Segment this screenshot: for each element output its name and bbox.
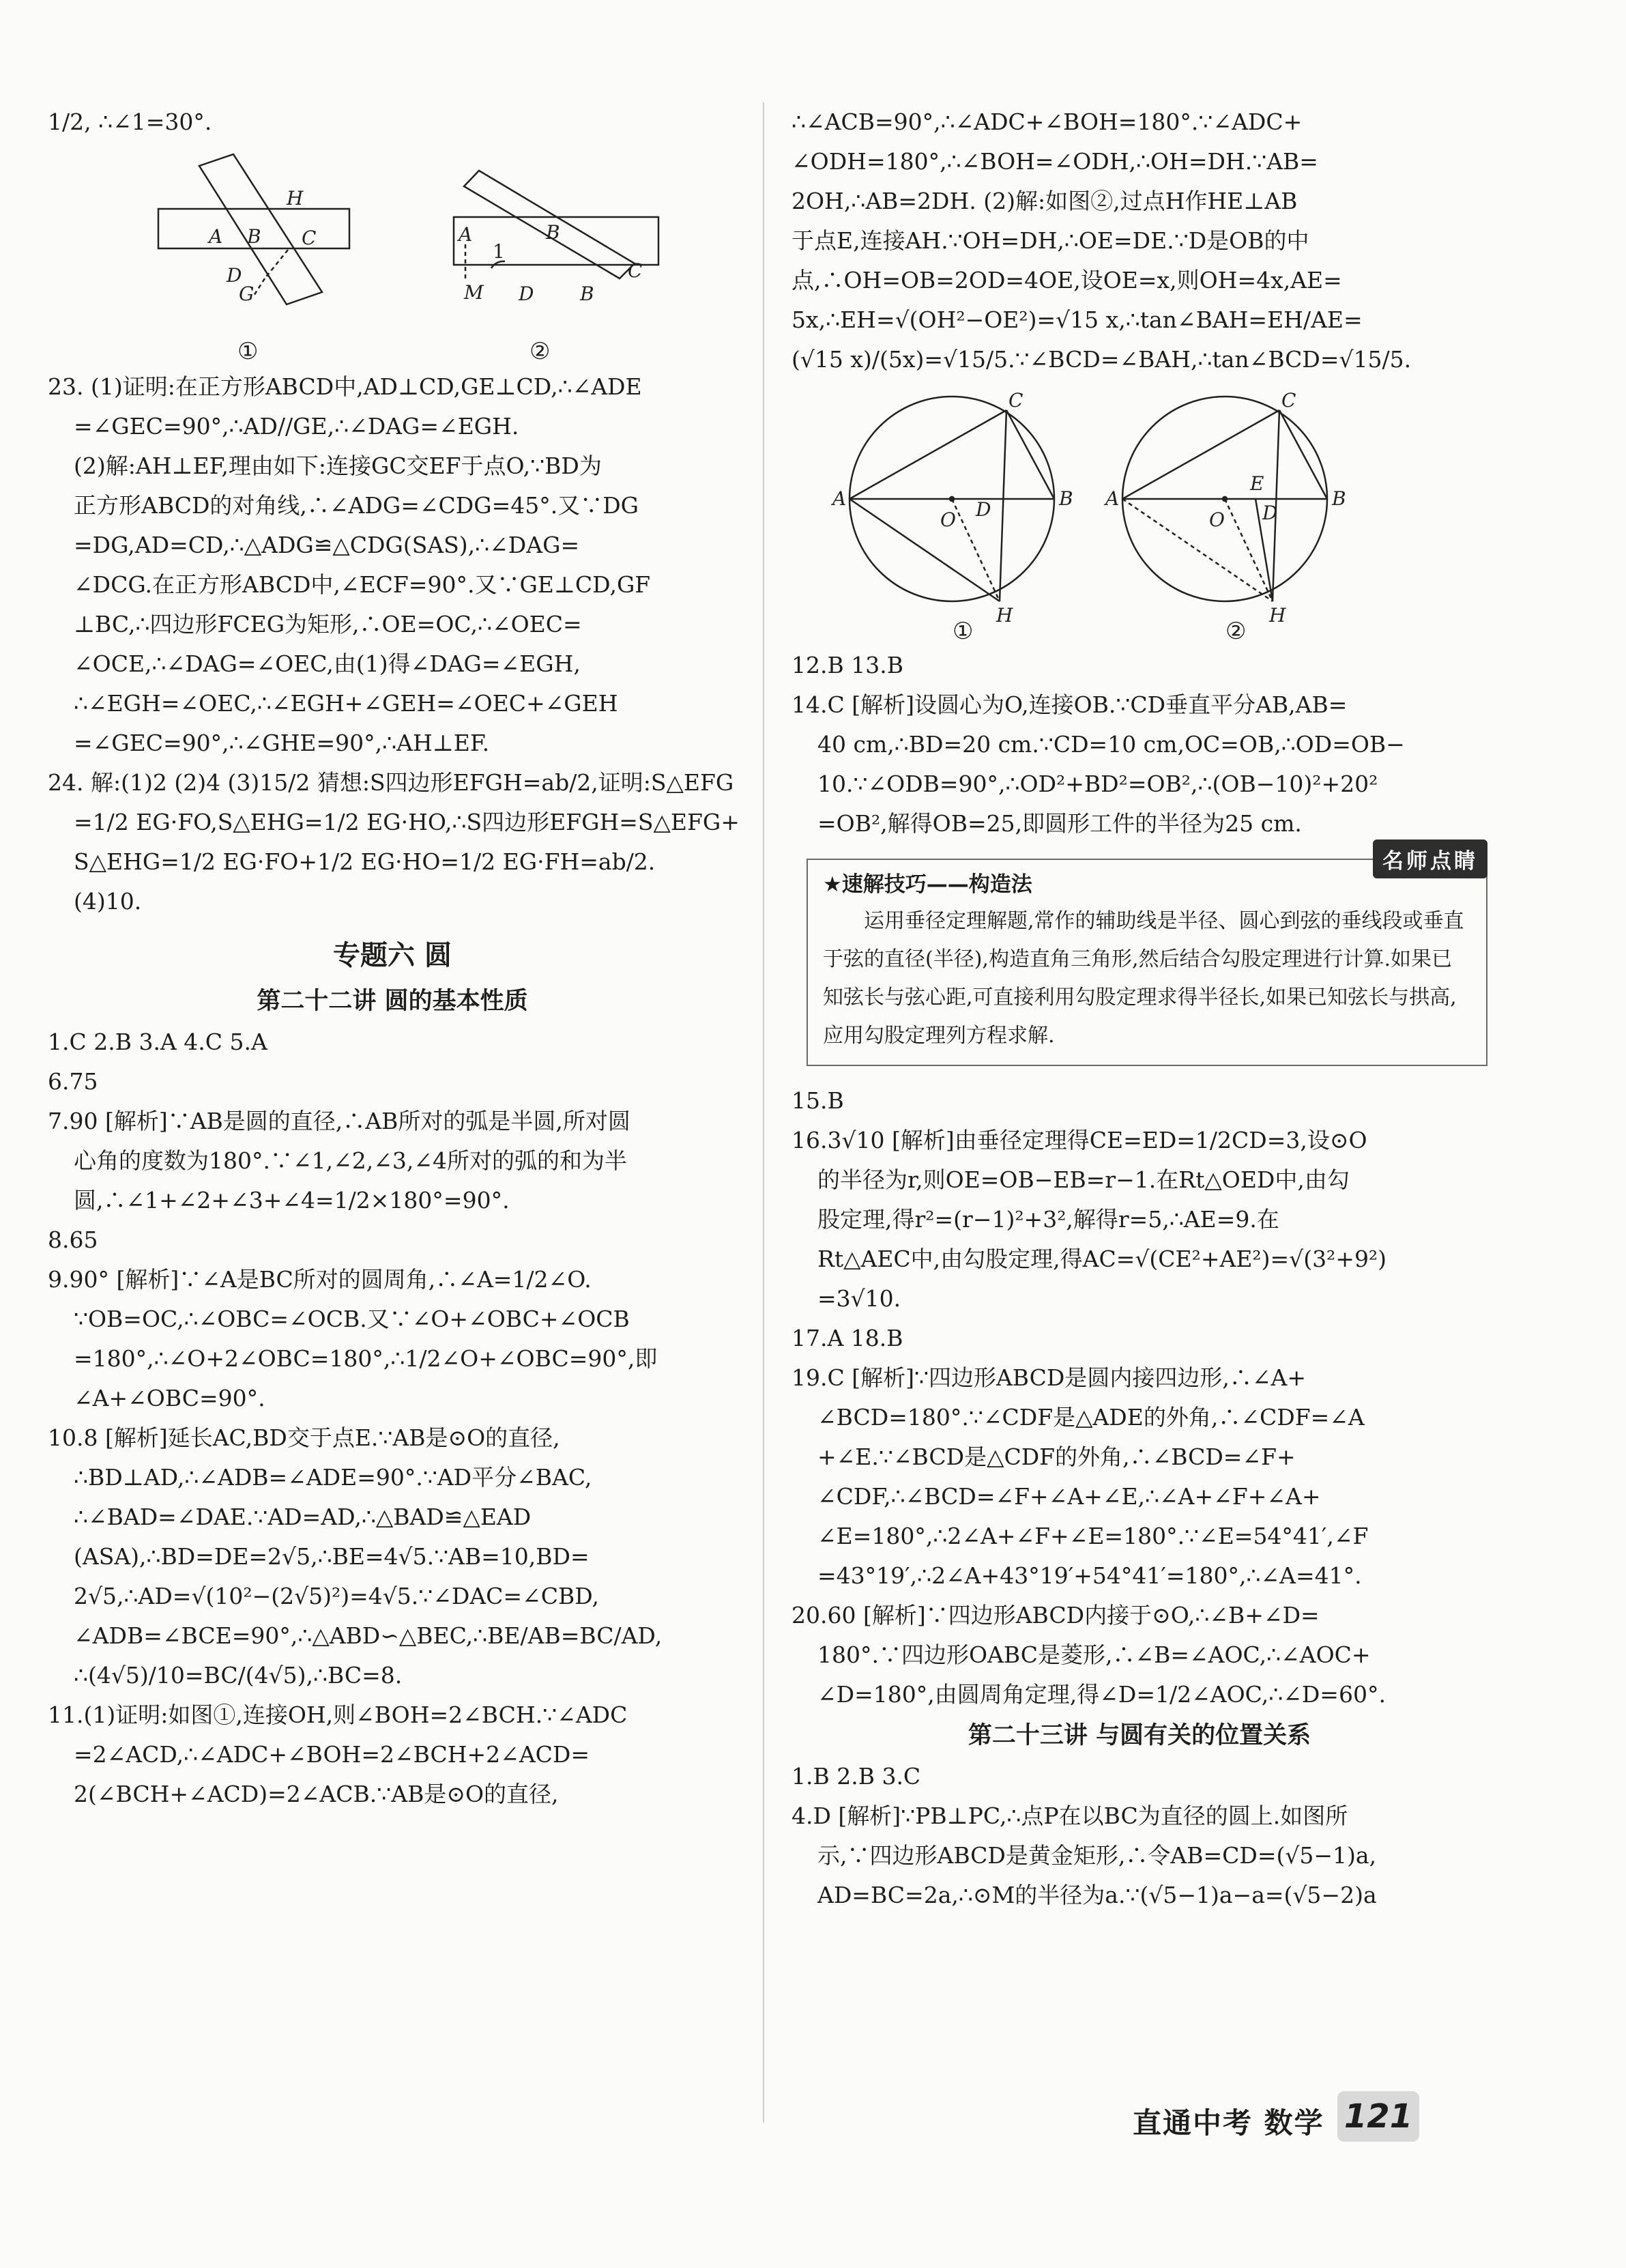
text-line: =43°19′,∴2∠A+43°19′+54°41′=180°,∴∠A=41°. <box>817 1562 1362 1589</box>
circ2-label-A: A <box>1105 487 1120 510</box>
column-divider <box>763 102 764 2123</box>
text-line: ∴∠ACB=90°,∴∠ADC+∠BOH=180°.∵∠ADC+ <box>792 109 1303 135</box>
fig1-label-D: D <box>227 264 242 287</box>
text-line: (4)10. <box>74 888 142 915</box>
fig2-label-B2: B <box>580 283 594 305</box>
text-line: 10.8 [解析]延长AC,BD交于点E.∵AB是⊙O的直径, <box>48 1424 560 1451</box>
text-line: 23. (1)证明:在正方形ABCD中,AD⊥CD,GE⊥CD,∴∠ADE <box>48 373 642 400</box>
fig2-caption: ② <box>529 338 551 365</box>
circ2-label-H: H <box>1269 604 1286 627</box>
text-line: 40 cm,∴BD=20 cm.∵CD=10 cm,OC=OB,∴OD=OB− <box>817 731 1405 758</box>
text-line: 19.C [解析]∵四边形ABCD是圆内接四边形,∴∠A+ <box>792 1364 1306 1391</box>
text-line: 心角的度数为180°.∵∠1,∠2,∠3,∠4所对的弧的和为半 <box>74 1147 628 1174</box>
text-line: 12.B 13.B <box>792 652 903 678</box>
text-line: 点,∴OH=OB=2OD=4OE,设OE=x,则OH=4x,AE= <box>792 267 1342 293</box>
text-line: ∠BCD=180°.∵∠CDF是△ADE的外角,∴∠CDF=∠A <box>817 1404 1365 1431</box>
circ1-label-B: B <box>1059 487 1073 510</box>
text-line: 的半径为r,则OE=OB−EB=r−1.在Rt△OED中,由勾 <box>817 1166 1350 1193</box>
text-line: =∠GEC=90°,∴∠GHE=90°,∴AH⊥EF. <box>74 730 490 756</box>
circ2-label-E: E <box>1250 472 1264 495</box>
text-line: 15.B <box>792 1087 844 1114</box>
text-line: 9.90° [解析]∵∠A是BC所对的圆周角,∴∠A=1/2∠O. <box>48 1266 592 1293</box>
text-line: 5x,∴EH=√(OH²−OE²)=√15 x,∴tan∠BAH=EH/AE= <box>792 306 1363 333</box>
text-line: 2OH,∴AB=2DH. (2)解:如图②,过点H作HE⊥AB <box>792 188 1298 214</box>
text-line: ∴∠BAD=∠DAE.∵AD=AD,∴△BAD≌△EAD <box>74 1504 532 1530</box>
fig2-label-B: B <box>546 221 560 244</box>
right-column <box>792 102 1487 1915</box>
page-footer <box>1133 2088 1447 2150</box>
text-line: =DG,AD=CD,∴△ADG≌△CDG(SAS),∴∠DAG= <box>74 532 580 558</box>
circ2-label-B: B <box>1332 487 1346 510</box>
fig1-caption: ① <box>237 338 259 365</box>
fig2-label-1: 1 <box>493 240 505 263</box>
text-line: ∠DCG.在正方形ABCD中,∠ECF=90°.又∵GE⊥CD,GF <box>74 571 651 598</box>
fig2-label-C: C <box>628 259 643 282</box>
text-line: 8.65 <box>48 1226 98 1253</box>
text-line: 11.(1)证明:如图①,连接OH,则∠BOH=2∠BCH.∵∠ADC <box>48 1702 628 1728</box>
circ2-label-D: D <box>1262 502 1278 524</box>
fig1-label-G: G <box>239 283 255 305</box>
text-line: 圆,∴∠1+∠2+∠3+∠4=1/2×180°=90°. <box>74 1187 510 1214</box>
circ1-label-D: D <box>976 498 991 521</box>
tip-body: 运用垂径定理解题,常作的辅助线是半径、圆心到弦的垂线段或垂直于弦的直径(半径),构造直角三角形,然后结合勾股定理进行计算.如果已知弦长与弦心距,可直接利用勾股定理求得半径长,如果已知弦长与拱高,应用勾股定理列方程求解. <box>823 909 1464 1048</box>
circ2-label-C: C <box>1281 389 1296 412</box>
circ1-label-C: C <box>1008 389 1023 412</box>
book-title: 直通中考 数学 <box>1133 2106 1324 2140</box>
fig1-label-C: C <box>302 227 317 249</box>
left-column <box>48 102 740 1814</box>
circle-figure-2-drawing <box>1122 397 1327 601</box>
tip-box <box>807 849 1487 1066</box>
text-line: 24. 解:(1)2 (2)4 (3)15/2 猜想:S四边形EFGH=ab/2,证明:S△EFG <box>48 769 734 796</box>
circle-figures <box>792 379 1474 646</box>
fig2-label-D: D <box>519 283 534 305</box>
text-line: 示,∵四边形ABCD是黄金矩形,∴令AB=CD=(√5−1)a, <box>817 1842 1377 1869</box>
circ1-label-A: A <box>832 487 847 510</box>
text-line: 2√5,∴AD=√(10²−(2√5)²)=4√5.∵∠DAC=∠CBD, <box>74 1583 600 1609</box>
text-line: =2∠ACD,∴∠ADC+∠BOH=2∠BCH+2∠ACD= <box>74 1741 590 1768</box>
text-line: (ASA),∴BD=DE=2√5,∴BE=4√5.∵AB=10,BD= <box>74 1543 590 1570</box>
text-line: 6.75 <box>48 1068 98 1095</box>
text-line: =∠GEC=90°,∴AD//GE,∴∠DAG=∠EGH. <box>74 413 519 440</box>
text-line: 10.∵∠ODB=90°,∴OD²+BD²=OB²,∴(OB−10)²+20² <box>817 771 1378 797</box>
lecture-heading: 第二十二讲 圆的基本性质 <box>257 988 528 1015</box>
fig2-label-M: M <box>464 281 484 304</box>
text-line: 4.D [解析]∵PB⊥PC,∴点P在以BC为直径的圆上.如图所 <box>792 1803 1348 1829</box>
fig1-label-H: H <box>287 187 304 210</box>
circ1-label-O: O <box>940 508 956 531</box>
text-line: 2(∠BCH+∠ACD)=2∠ACB.∵AB是⊙O的直径, <box>74 1781 559 1807</box>
text-line: 股定理,得r²=(r−1)²+3²,解得r=5,∴AE=9.在 <box>817 1206 1279 1233</box>
text-line: ∠A+∠OBC=90°. <box>74 1385 265 1411</box>
text-line: +∠E.∵∠BCD是△CDF的外角,∴∠BCD=∠F+ <box>817 1444 1296 1470</box>
text-line: S△EHG=1/2 EG·FO+1/2 EG·HO=1/2 EG·FH=ab/2. <box>74 848 656 875</box>
lecture-heading: 第二十三讲 与圆有关的位置关系 <box>968 1722 1311 1749</box>
text-line: 180°.∵四边形OABC是菱形,∴∠B=∠AOC,∴∠AOC+ <box>817 1641 1371 1668</box>
text-line: ∠E=180°,∴2∠A+∠F+∠E=180°.∵∠E=54°41′,∠F <box>817 1523 1369 1549</box>
text-line: ⊥BC,∴四边形FCEG为矩形,∴OE=OC,∴∠OEC= <box>74 611 582 637</box>
text-line: Rt△AEC中,由勾股定理,得AC=√(CE²+AE²)=√(3²+9²) <box>817 1246 1387 1272</box>
text-line: ∠ODH=180°,∴∠BOH=∠ODH,∴OH=DH.∵AB= <box>792 148 1318 175</box>
fig2-label-A: A <box>459 223 473 246</box>
text-line: ∠OCE,∴∠DAG=∠OEC,由(1)得∠DAG=∠EGH, <box>74 650 581 677</box>
text-line: 1/2, ∴∠1=30°. <box>48 109 212 135</box>
text-line: =OB²,解得OB=25,即圆形工件的半径为25 cm. <box>817 810 1302 837</box>
strip-figures <box>48 142 730 367</box>
text-line: ∵OB=OC,∴∠OBC=∠OCB.又∵∠O+∠OBC+∠OCB <box>74 1306 630 1332</box>
text-line: AD=BC=2a,∴⊙M的半径为a.∵(√5−1)a−a=(√5−2)a <box>817 1882 1377 1908</box>
text-line: 1.C 2.B 3.A 4.C 5.A <box>48 1029 267 1055</box>
text-line: 7.90 [解析]∵AB是圆的直径,∴AB所对的弧是半圆,所对圆 <box>48 1108 630 1134</box>
text-line: 20.60 [解析]∵四边形ABCD内接于⊙O,∴∠B+∠D= <box>792 1602 1320 1628</box>
text-line: 17.A 18.B <box>792 1325 903 1351</box>
text-line: ∠ADB=∠BCE=90°,∴△ABD∽△BEC,∴BE/AB=BC/AD, <box>74 1622 663 1649</box>
circ2-caption: ② <box>1225 618 1247 645</box>
text-line: ∴BD⊥AD,∴∠ADB=∠ADE=90°.∵AD平分∠BAC, <box>74 1464 592 1491</box>
section-heading: 专题六 圆 <box>333 940 452 971</box>
text-line: ∠D=180°,由圆周角定理,得∠D=1/2∠AOC,∴∠D=60°. <box>817 1681 1386 1708</box>
text-line: =180°,∴∠O+2∠OBC=180°,∴1/2∠O+∠OBC=90°,即 <box>74 1345 658 1372</box>
text-line: 1.B 2.B 3.C <box>792 1763 921 1790</box>
tip-title: ★速解技巧——构造法 <box>823 872 1032 897</box>
text-line: 正方形ABCD的对角线,∴∠ADG=∠CDG=45°.又∵DG <box>74 492 639 519</box>
text-line: 16.3√10 [解析]由垂径定理得CE=ED=1/2CD=3,设⊙O <box>792 1127 1367 1153</box>
text-line: (√15 x)/(5x)=√15/5.∵∠BCD=∠BAH,∴tan∠BCD=√15/5. <box>792 346 1412 373</box>
text-line: =3√10. <box>817 1285 901 1312</box>
text-line: ∴∠EGH=∠OEC,∴∠EGH+∠GEH=∠OEC+∠GEH <box>74 690 618 717</box>
text-line: 于点E,连接AH.∵OH=DH,∴OE=DE.∵D是OB的中 <box>792 227 1309 254</box>
circ1-caption: ① <box>953 618 974 645</box>
text-line: (2)解:AH⊥EF,理由如下:连接GC交EF于点O,∵BD为 <box>74 453 602 479</box>
text-line: =1/2 EG·FO,S△EHG=1/2 EG·HO,∴S四边形EFGH=S△EFG+ <box>74 809 740 835</box>
circ1-label-H: H <box>996 604 1013 627</box>
fig1-label-A: A <box>209 225 223 248</box>
circ2-label-O: O <box>1209 508 1225 531</box>
text-line: ∴(4√5)/10=BC/(4√5),∴BC=8. <box>74 1662 403 1689</box>
page-number: 121 <box>1337 2091 1419 2142</box>
fig1-label-B: B <box>247 225 261 248</box>
circle-figure-1-drawing <box>850 397 1054 601</box>
tip-badge: 名师点睛 <box>1373 839 1487 878</box>
text-line: ∠CDF,∴∠BCD=∠F+∠A+∠E,∴∠A+∠F+∠A+ <box>817 1483 1321 1510</box>
text-line: 14.C [解析]设圆心为O,连接OB.∵CD垂直平分AB,AB= <box>792 691 1348 718</box>
